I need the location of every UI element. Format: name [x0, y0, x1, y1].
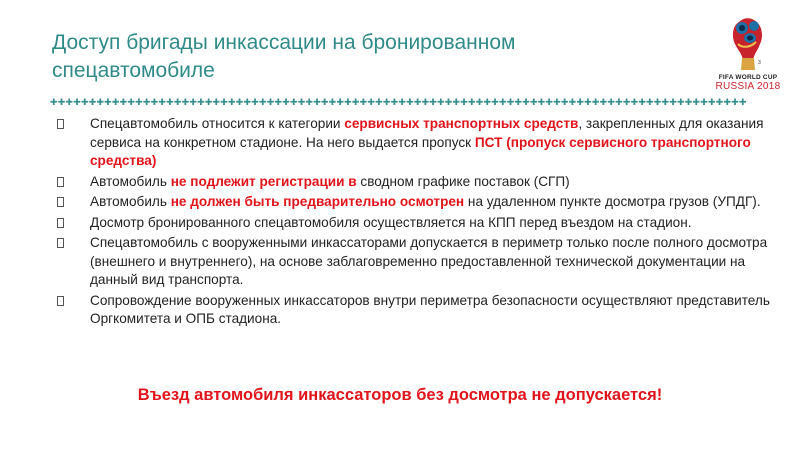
warning-callout: Въезд автомобиля инкассаторов без досмотра не допускается! [137, 386, 663, 404]
bullet-square-icon [57, 119, 64, 129]
bullet-item [52, 115, 782, 171]
bullet-text: , закрепленных для оказания сервиса на конкретном стадионе. На него выдается пропуск [90, 116, 764, 150]
bullet-square-icon [57, 218, 64, 228]
slide-title: Доступ бригады инкассации на бронированном спецавтомобиле [52, 31, 516, 82]
world-cup-trophy-icon [712, 14, 784, 74]
bullet-text: Автомобиль [90, 194, 171, 209]
bullet-square-icon [57, 296, 64, 306]
svg-text:3: 3 [758, 60, 761, 66]
bullet-text: Досмотр бронированного спецавтомобиля осуществляется на КПП перед въездом на стадион. [90, 214, 692, 230]
bullet-text: сводном графике поставок (СГП) [356, 173, 570, 189]
bullet-text: Спецавтомобиль относится к категории [90, 116, 345, 131]
bullet-item [52, 193, 782, 212]
bullet-item [52, 234, 782, 290]
bullet-highlight: сервисных транспортных средств [344, 116, 579, 131]
bullet-highlight: ПСТ (пропуск сервисного транспортного средства) [90, 134, 751, 168]
bullet-list [52, 115, 782, 331]
logo-russia-2018-text: RUSSIA 2018 [715, 81, 781, 92]
dotted-divider: ✚✚✚✚✚✚✚✚✚✚✚✚✚✚✚✚✚✚✚✚✚✚✚✚✚✚✚✚✚✚✚✚✚✚✚✚✚✚✚✚✚✚✚✚✚✚✚✚✚✚✚✚✚✚✚✚✚✚✚✚✚✚✚✚✚✚✚✚✚✚✚✚✚✚✚✚✚✚✚✚✚✚✚✚✚✚✚✚✚✚ [50, 98, 747, 108]
bullet-text: Спецавтомобиль с вооруженными инкассаторами допускается в периметр только после полного досмотра (внешнего и внутреннего), на основе заблаговременно предоставленной технической документации на данный вид транспорта. [90, 235, 768, 287]
bullet-item [52, 173, 782, 192]
bullet-highlight: не подлежит регистрации в [170, 173, 357, 189]
bullet-item [52, 214, 782, 233]
bullet-item [52, 292, 782, 329]
bullet-text: Сопровождение вооруженных инкассаторов внутри периметра безопасности осуществляют представитель Оргкомитета и ОПБ стадиона. [90, 292, 770, 326]
fifa-world-cup-logo [712, 14, 784, 96]
bullet-highlight: не должен быть предварительно осмотрен [170, 194, 465, 209]
bullet-square-icon [57, 197, 64, 207]
logo-fifa-world-cup-text: FIFA WORLD CUP [718, 74, 778, 81]
bullet-square-icon [57, 238, 64, 248]
bullet-square-icon [57, 177, 64, 187]
bullet-text: на удаленном пункте досмотра грузов (УПДГ). [464, 194, 761, 209]
bullet-text: Автомобиль [90, 173, 171, 189]
